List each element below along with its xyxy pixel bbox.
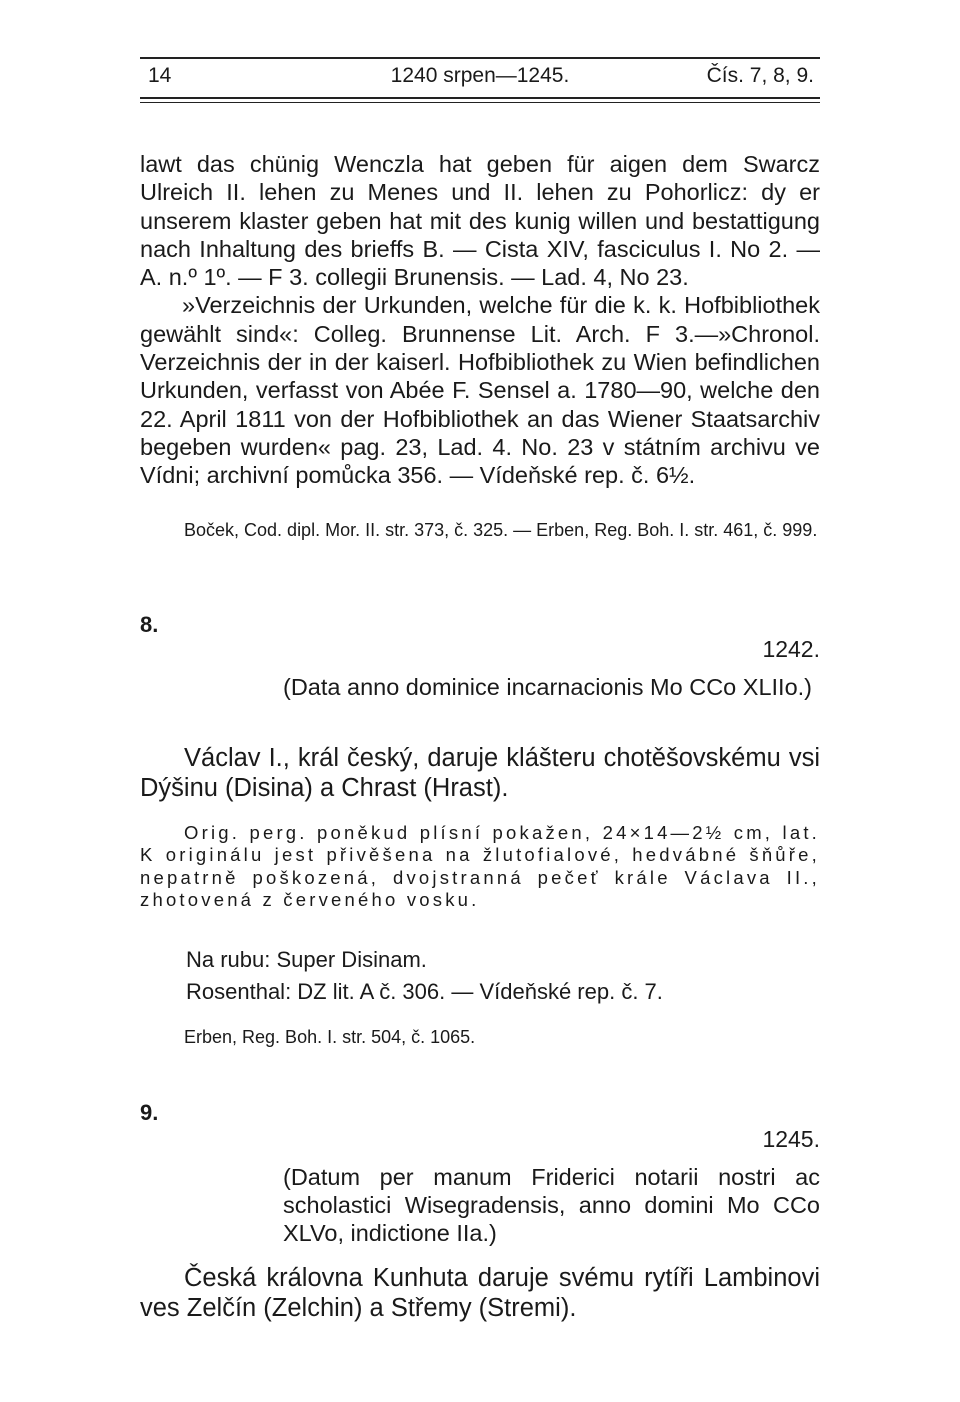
page-number: 14	[148, 64, 172, 87]
header-top-rule	[140, 57, 820, 59]
doc8-year: 1242.	[762, 636, 820, 662]
doc8-literature	[140, 1026, 820, 1048]
doc9-dating	[283, 1163, 820, 1247]
doc9-number: 9.	[140, 1100, 159, 1125]
doc8-note-verso: Na rubu: Super Disinam.	[186, 947, 427, 972]
doc8-number: 8.	[140, 612, 159, 637]
header-doc-numbers: Čís. 7, 8, 9.	[706, 64, 814, 87]
doc9-regest-text: Česká královna Kunhuta daruje svému rytíři Lambinovi ves Zelčín (Zelchin) a Střemy (Stremi).	[140, 1264, 820, 1322]
continuation-paragraph-2: »Verzeichnis der Urkunden, welche für die k. k. Hofbibliothek gewählt sind«: Colleg. Brunnense Lit. Arch. F 3.—»Chronol. Verzeichnis der in der kaiserl. Hofbibliothek zu Wien befindlichen Urkunden, verfasst von Abée F. Sensel a. 1780—90, welche den 22. April 1811 von der Hofbibliothek an das Wiener Staatsarchiv begeben wurden« pag. 23, Lad. 4. No. 23 v státním archivu ve Vídni; archivní pomůcka 356. — Vídeňské rep. č. 6½.	[140, 292, 820, 489]
header-bottom-rule-2	[140, 102, 820, 103]
doc9-year: 1245.	[762, 1126, 820, 1152]
doc8-regest-text: Václav I., král český, daruje klášteru chotěšovskému vsi Dýšinu (Disina) a Chrast (Hrast).	[140, 744, 820, 802]
header-date-range: 1240 srpen—1245.	[390, 64, 570, 87]
continuation-text	[140, 150, 820, 490]
doc8-dating	[283, 673, 820, 701]
doc9-dating-text: (Datum per manum Friderici notarii nostri ac scholastici Wisegradensis, anno domini Mo CCo XLVo, indictione IIa.)	[283, 1164, 820, 1246]
literature-text: Boček, Cod. dipl. Mor. II. str. 373, č. 325. — Erben, Reg. Boh. I. str. 461, č. 999.	[184, 520, 818, 540]
continuation-paragraph-1: lawt das chünig Wenczla hat geben für aigen dem Swarcz Ulreich II. lehen zu Menes und II. lehen zu Pohorlicz: dy er unserem klaster geben hat mit des kunig willen und bestattigung nach Inhaltung des brieffs B. — Cista XIV, fasciculus I. No 2. — A. n.º 1º. — F 3. collegii Brunensis. — Lad. 4, No 23.	[140, 151, 820, 291]
doc8-description-text: Orig. perg. poněkud plísní pokažen, 24×14—2½ cm, lat. K originálu jest přivěšena na žlutofialové, hedvábné šňůře, nepatrně poškozená, dvojstranná pečeť krále Václava II., zhotovená z červeného vosku.	[140, 822, 820, 910]
running-header	[140, 64, 820, 94]
doc8-notes	[186, 944, 820, 1008]
doc8-description	[140, 822, 820, 911]
header-bottom-rule	[140, 97, 820, 99]
continuation-literature	[140, 519, 820, 541]
doc8-dating-text: (Data anno dominice incarnacionis Mo CCo XLIIo.)	[283, 674, 813, 700]
doc8-note-rosenthal: Rosenthal: DZ lit. A č. 306. — Vídeňské rep. č. 7.	[186, 979, 663, 1004]
doc9-regest	[140, 1263, 820, 1323]
doc8-regest	[140, 743, 820, 803]
doc8-literature-text: Erben, Reg. Boh. I. str. 504, č. 1065.	[184, 1027, 476, 1047]
